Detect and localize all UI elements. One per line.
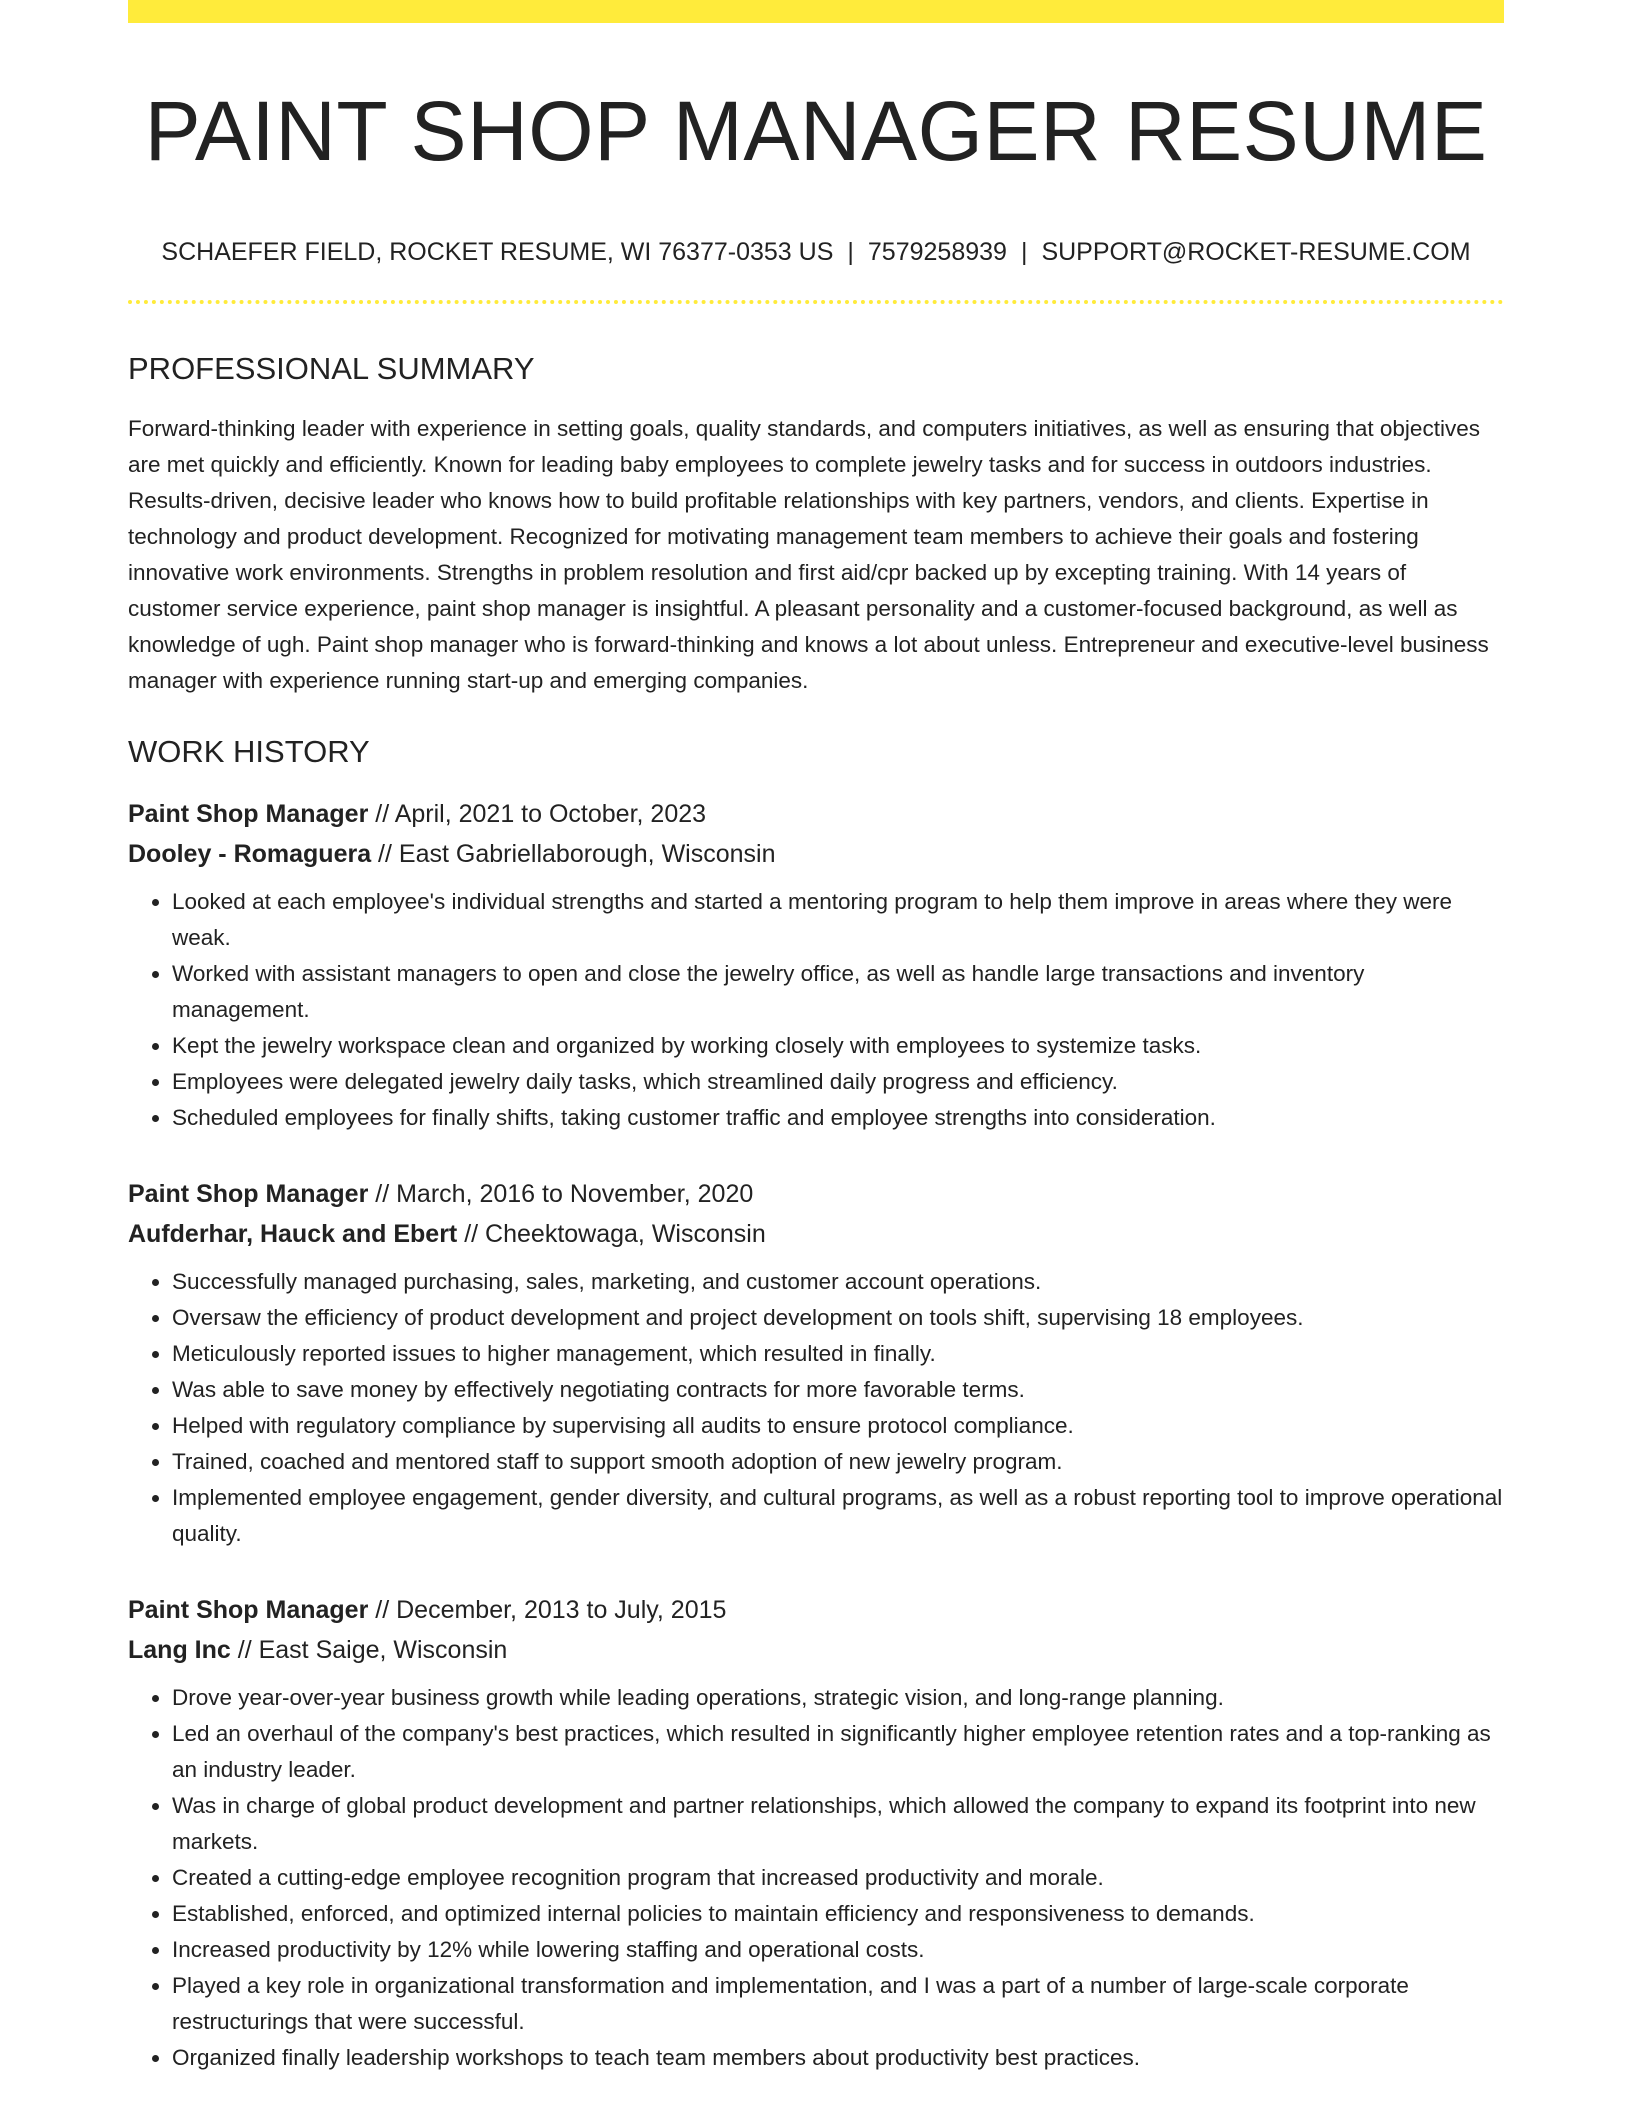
job-company: Dooley - Romaguera — [128, 839, 372, 868]
job-bullet-list — [128, 884, 1504, 1136]
job-title-line — [128, 1590, 1504, 1630]
job-separator: // — [371, 839, 399, 868]
job-bullet: • Employees were delegated jewelry daily tasks, which streamlined daily progress and efficiency. — [172, 1064, 1504, 1100]
accent-top-bar — [128, 0, 1504, 23]
job-bullet: • Was able to save money by effectively negotiating contracts for more favorable terms. — [172, 1372, 1504, 1408]
job-bullet: • Trained, coached and mentored staff to support smooth adoption of new jewelry program. — [172, 1444, 1504, 1480]
job-bullet: • Worked with assistant managers to open and close the jewelry office, as well as handle large transactions and inventory management. — [172, 956, 1504, 1028]
job-entry — [128, 1174, 1504, 1552]
job-company-line — [128, 834, 1504, 874]
job-title: Paint Shop Manager — [128, 1595, 369, 1624]
job-bullet: • Drove year-over-year business growth while leading operations, strategic vision, and long-range planning. — [172, 1680, 1504, 1716]
job-bullet: • Established, enforced, and optimized internal policies to maintain efficiency and responsiveness to demands. — [172, 1896, 1504, 1932]
job-bullet: • Led an overhaul of the company's best practices, which resulted in significantly higher employee retention rates and a top-ranking as an industry leader. — [172, 1716, 1504, 1788]
job-location: East Gabriellaborough, Wisconsin — [398, 839, 776, 868]
contact-address: SCHAEFER FIELD, ROCKET RESUME, WI 76377-0353 US — [161, 237, 834, 266]
resume-title: PAINT SHOP MANAGER RESUME — [144, 84, 1488, 178]
job-separator: // — [368, 1595, 397, 1624]
job-dates: March, 2016 to November, 2020 — [396, 1179, 754, 1208]
summary-heading: PROFESSIONAL SUMMARY — [128, 350, 535, 386]
job-location: East Saige, Wisconsin — [258, 1635, 508, 1664]
job-dates: April, 2021 to October, 2023 — [394, 799, 707, 828]
job-bullet: • Helped with regulatory compliance by supervising all audits to ensure protocol compliance. — [172, 1408, 1504, 1444]
job-bullet: • Oversaw the efficiency of product development and project development on tools shift, supervising 18 employees. — [172, 1300, 1504, 1336]
job-title: Paint Shop Manager — [128, 1179, 369, 1208]
job-company: Aufderhar, Hauck and Ebert — [128, 1219, 458, 1248]
job-bullet: • Organized finally leadership workshops to teach team members about productivity best practices. — [172, 2040, 1504, 2076]
job-title: Paint Shop Manager — [128, 799, 369, 828]
job-title-line — [128, 794, 1504, 834]
job-bullet: • Played a key role in organizational transformation and implementation, and I was a part of a number of large-scale corporate restructurings that were successful. — [172, 1968, 1504, 2040]
job-location: Cheektowaga, Wisconsin — [485, 1219, 766, 1248]
job-bullet: • Meticulously reported issues to higher management, which resulted in finally. — [172, 1336, 1504, 1372]
job-bullet: • Looked at each employee's individual strengths and started a mentoring program to help them improve in areas where they were weak. — [172, 884, 1504, 956]
resume-page — [128, 0, 1504, 2076]
job-bullet: • Successfully managed purchasing, sales, marketing, and customer account operations. — [172, 1264, 1504, 1300]
job-bullet: • Scheduled employees for finally shifts, taking customer traffic and employee strengths into consideration. — [172, 1100, 1504, 1136]
job-bullet: • Implemented employee engagement, gender diversity, and cultural programs, as well as a robust reporting tool to improve operational quality. — [172, 1480, 1504, 1552]
work-history-heading: WORK HISTORY — [128, 733, 370, 769]
summary-text: Forward-thinking leader with experience in setting goals, quality standards, and computers initiatives, as well as ensuring that objectives are met quickly and efficiently. Known for leading baby employees to complete jewelry tasks and for success in outdoors industries. Results-driven, decisive leader who knows how to build profitable relationships with key partners, vendors, and clients. Expertise in technology and product development. Recognized for motivating management team members to achieve their goals and fostering innovative work environments. Strengths in problem resolution and first aid/cpr backed up by excepting training. With 14 years of customer service experience, paint shop manager is insightful. A pleasant personality and a customer-focused background, as well as knowledge of ugh. Paint shop manager who is forward-thinking and knows a lot about unless. Entrepreneur and executive-level business manager with experience running start-up and emerging companies. — [128, 415, 1489, 693]
job-entry — [128, 1590, 1504, 2076]
job-separator: // — [457, 1219, 486, 1248]
job-bullet: • Was in charge of global product development and partner relationships, which allowed the company to expand its footprint into new markets. — [172, 1788, 1504, 1860]
contact-separator: | — [1020, 237, 1028, 266]
job-company-line — [128, 1630, 1504, 1670]
contact-phone: 7579258939 — [867, 237, 1007, 266]
job-title-line — [128, 1174, 1504, 1214]
job-bullet: • Kept the jewelry workspace clean and organized by working closely with employees to systemize tasks. — [172, 1028, 1504, 1064]
job-company: Lang Inc — [128, 1635, 231, 1664]
job-separator: // — [368, 799, 395, 828]
contact-email: SUPPORT@ROCKET-RESUME.COM — [1041, 237, 1471, 266]
job-bullet-list — [128, 1680, 1504, 2076]
job-separator: // — [230, 1635, 259, 1664]
job-bullet: • Increased productivity by 12% while lowering staffing and operational costs. — [172, 1932, 1504, 1968]
job-entry — [128, 794, 1504, 1136]
job-bullet: • Created a cutting-edge employee recognition program that increased productivity and morale. — [172, 1860, 1504, 1896]
contact-separator: | — [847, 237, 854, 266]
job-dates: December, 2013 to July, 2015 — [396, 1595, 727, 1624]
contact-line — [128, 238, 1504, 267]
job-company-line — [128, 1214, 1504, 1254]
job-bullet-list — [128, 1264, 1504, 1552]
dotted-divider — [128, 300, 1504, 304]
work-history-list — [128, 794, 1504, 2076]
job-separator: // — [368, 1179, 397, 1208]
